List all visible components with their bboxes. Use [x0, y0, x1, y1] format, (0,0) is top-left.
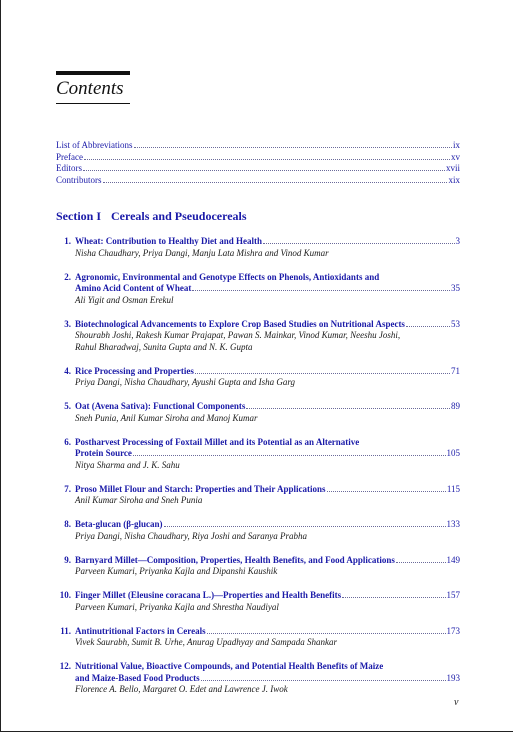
dot-leader: [134, 147, 452, 148]
chapter-title[interactable]: Proso Millet Flour and Starch: Properties and Their Applications: [75, 483, 326, 494]
chapter-authors: Nitya Sharma and J. K. Sahu: [75, 459, 180, 470]
chapter-authors: Ali Yigit and Osman Erekul: [75, 294, 174, 305]
dot-leader: [192, 290, 450, 291]
dot-leader: [103, 182, 448, 183]
page-title: Contents: [56, 78, 124, 99]
front-matter-label[interactable]: Preface: [56, 151, 83, 162]
chapter-page[interactable]: 53: [451, 318, 460, 329]
chapter-entry[interactable]: [56, 661, 460, 696]
chapter-page[interactable]: 133: [446, 519, 460, 529]
chapter-entry[interactable]: [56, 555, 460, 578]
chapter-title-line[interactable]: [75, 484, 460, 496]
chapter-title-line[interactable]: [75, 519, 460, 531]
chapter-number: 6.: [64, 436, 71, 447]
chapter-number: 1.: [64, 236, 71, 246]
chapter-number: 11.: [60, 625, 71, 636]
chapter-list: [56, 236, 460, 708]
front-matter-label[interactable]: List of Abbreviations: [56, 140, 133, 150]
chapter-authors: Priya Dangi, Nisha Chaudhary, Riya Joshi and Saranya Prabha: [75, 530, 307, 541]
front-matter-label[interactable]: Editors: [56, 163, 82, 174]
chapter-page[interactable]: 71: [451, 365, 460, 376]
chapter-entry[interactable]: [56, 366, 460, 389]
dot-leader: [195, 373, 450, 374]
chapter-title-line[interactable]: [75, 236, 460, 248]
chapter-authors: Sneh Punia, Anil Kumar Siroha and Manoj Kumar: [75, 412, 258, 423]
chapter-entry[interactable]: [56, 319, 460, 354]
chapter-title[interactable]: Nutritional Value, Bioactive Compounds, and Potential Health Benefits of Maize: [75, 661, 384, 671]
chapter-number: 7.: [64, 483, 71, 494]
chapter-authors: Florence A. Bello, Margaret O. Edet and Lawrence J. Iwok: [75, 684, 288, 694]
chapter-authors: Shourabh Joshi, Rakesh Kumar Prajapat, Pawan S. Mainkar, Vinod Kumar, Neeshu Joshi,: [75, 330, 401, 340]
chapter-title[interactable]: Oat (Avena Sativa): Functional Components: [75, 401, 246, 411]
chapter-title-line[interactable]: [75, 661, 460, 673]
title-top-rule: [56, 71, 130, 75]
chapter-title[interactable]: Amino Acid Content of Wheat: [75, 283, 192, 293]
chapter-page[interactable]: 105: [446, 448, 460, 458]
dot-leader: [406, 326, 450, 327]
chapter-entry[interactable]: [56, 519, 460, 542]
chapter-number: 2.: [64, 271, 71, 282]
title-underline: [56, 103, 130, 104]
chapter-page[interactable]: 115: [446, 483, 460, 494]
dot-leader: [84, 159, 450, 160]
front-matter-page[interactable]: xix: [448, 175, 460, 186]
chapter-title-line[interactable]: [75, 283, 460, 295]
dot-leader: [201, 680, 446, 681]
chapter-page[interactable]: 3: [455, 236, 460, 246]
chapter-entry[interactable]: [56, 401, 460, 424]
chapter-title[interactable]: Wheat: Contribution to Healthy Diet and Health: [75, 236, 263, 246]
section-heading[interactable]: [56, 209, 247, 224]
chapter-number: 4.: [64, 365, 71, 376]
chapter-page[interactable]: 173: [446, 625, 460, 636]
front-matter-entry[interactable]: [56, 163, 460, 175]
chapter-authors: Parveen Kumari, Priyanka Kajla and Shrestha Naudiyal: [75, 601, 279, 612]
chapter-title[interactable]: Biotechnological Advancements to Explore Crop Based Studies on Nutritional Aspects: [75, 318, 405, 329]
front-matter-page[interactable]: xvii: [445, 163, 460, 174]
chapter-page[interactable]: 193: [446, 672, 460, 683]
chapter-title-line[interactable]: [75, 319, 460, 331]
dot-leader: [396, 562, 446, 563]
chapter-title[interactable]: and Maize-Based Food Products: [75, 672, 200, 683]
chapter-number: 10.: [59, 590, 71, 600]
dot-leader: [133, 455, 446, 456]
chapter-authors: Anil Kumar Siroha and Sneh Punia: [75, 495, 203, 505]
front-matter-entry[interactable]: [56, 175, 460, 187]
chapter-number: 5.: [64, 401, 71, 411]
chapter-page[interactable]: 149: [446, 554, 460, 565]
chapter-title-line[interactable]: [75, 366, 460, 378]
chapter-title-line[interactable]: [75, 626, 460, 638]
dot-leader: [246, 408, 450, 409]
dot-leader: [207, 633, 446, 634]
dot-leader: [263, 243, 454, 244]
chapter-title[interactable]: Barnyard Millet—Composition, Properties, Health Benefits, and Food Applications: [75, 554, 395, 565]
chapter-title-line[interactable]: [75, 590, 460, 602]
chapter-title-line[interactable]: [75, 555, 460, 567]
front-matter-entry[interactable]: [56, 140, 460, 152]
chapter-title-line[interactable]: [75, 272, 460, 284]
chapter-entry[interactable]: [56, 272, 460, 307]
chapter-title[interactable]: Agronomic, Environmental and Genotype Effects on Phenols, Antioxidants and: [75, 271, 380, 282]
section-title: Cereals and Pseudocereals: [111, 209, 247, 223]
dot-leader: [327, 491, 446, 492]
chapter-page[interactable]: 35: [451, 283, 460, 293]
chapter-authors: Priya Dangi, Nisha Chaudhary, Ayushi Gupta and Isha Garg: [75, 377, 296, 387]
chapter-entry[interactable]: [56, 437, 460, 472]
chapter-number: 3.: [64, 318, 71, 329]
chapter-title-line[interactable]: [75, 401, 460, 413]
front-matter-label[interactable]: Contributors: [56, 175, 102, 186]
front-matter-page[interactable]: xv: [451, 151, 460, 162]
chapter-title[interactable]: Postharvest Processing of Foxtail Millet and its Potential as an Alternative: [75, 436, 360, 447]
chapter-title[interactable]: Beta-glucan (β-glucan): [75, 519, 163, 529]
dot-leader: [83, 170, 445, 171]
chapter-title-line[interactable]: [75, 437, 460, 449]
chapter-page[interactable]: 89: [451, 401, 460, 411]
chapter-title[interactable]: Rice Processing and Properties: [75, 365, 194, 376]
chapter-title-line[interactable]: [75, 673, 460, 685]
chapter-number: 12.: [59, 661, 71, 671]
chapter-authors: Vivek Saurabh, Sumit B. Urhe, Anurag Upadhyay and Sampada Shankar: [75, 637, 337, 647]
page-number: v: [454, 697, 459, 708]
chapter-entry[interactable]: [56, 484, 460, 507]
dot-leader: [342, 597, 445, 598]
chapter-title[interactable]: Finger Millet (Eleusine coracana L.)—Properties and Health Benefits: [75, 590, 342, 600]
chapter-entry[interactable]: [56, 236, 460, 259]
front-matter-entry[interactable]: [56, 152, 460, 164]
chapter-authors: Rahul Bharadwaj, Sunita Gupta and N. K. Gupta: [75, 341, 253, 352]
chapter-page[interactable]: 157: [446, 590, 460, 600]
chapter-number: 8.: [64, 519, 71, 529]
chapter-title-line[interactable]: [75, 448, 460, 460]
front-matter-list: [56, 140, 460, 187]
section-number: Section I: [56, 209, 101, 223]
dot-leader: [164, 526, 446, 527]
chapter-entry[interactable]: [56, 590, 460, 613]
chapter-authors: Parveen Kumari, Priyanka Kajla and Dipanshi Kaushik: [75, 566, 278, 576]
chapter-entry[interactable]: [56, 626, 460, 649]
front-matter-page[interactable]: ix: [452, 140, 460, 150]
chapter-authors: Nisha Chaudhary, Priya Dangi, Manju Lata Mishra and Vinod Kumar: [75, 247, 329, 258]
chapter-title[interactable]: Antinutritional Factors in Cereals: [75, 625, 206, 636]
chapter-number: 9.: [64, 554, 71, 565]
chapter-title[interactable]: Protein Source: [75, 448, 132, 458]
